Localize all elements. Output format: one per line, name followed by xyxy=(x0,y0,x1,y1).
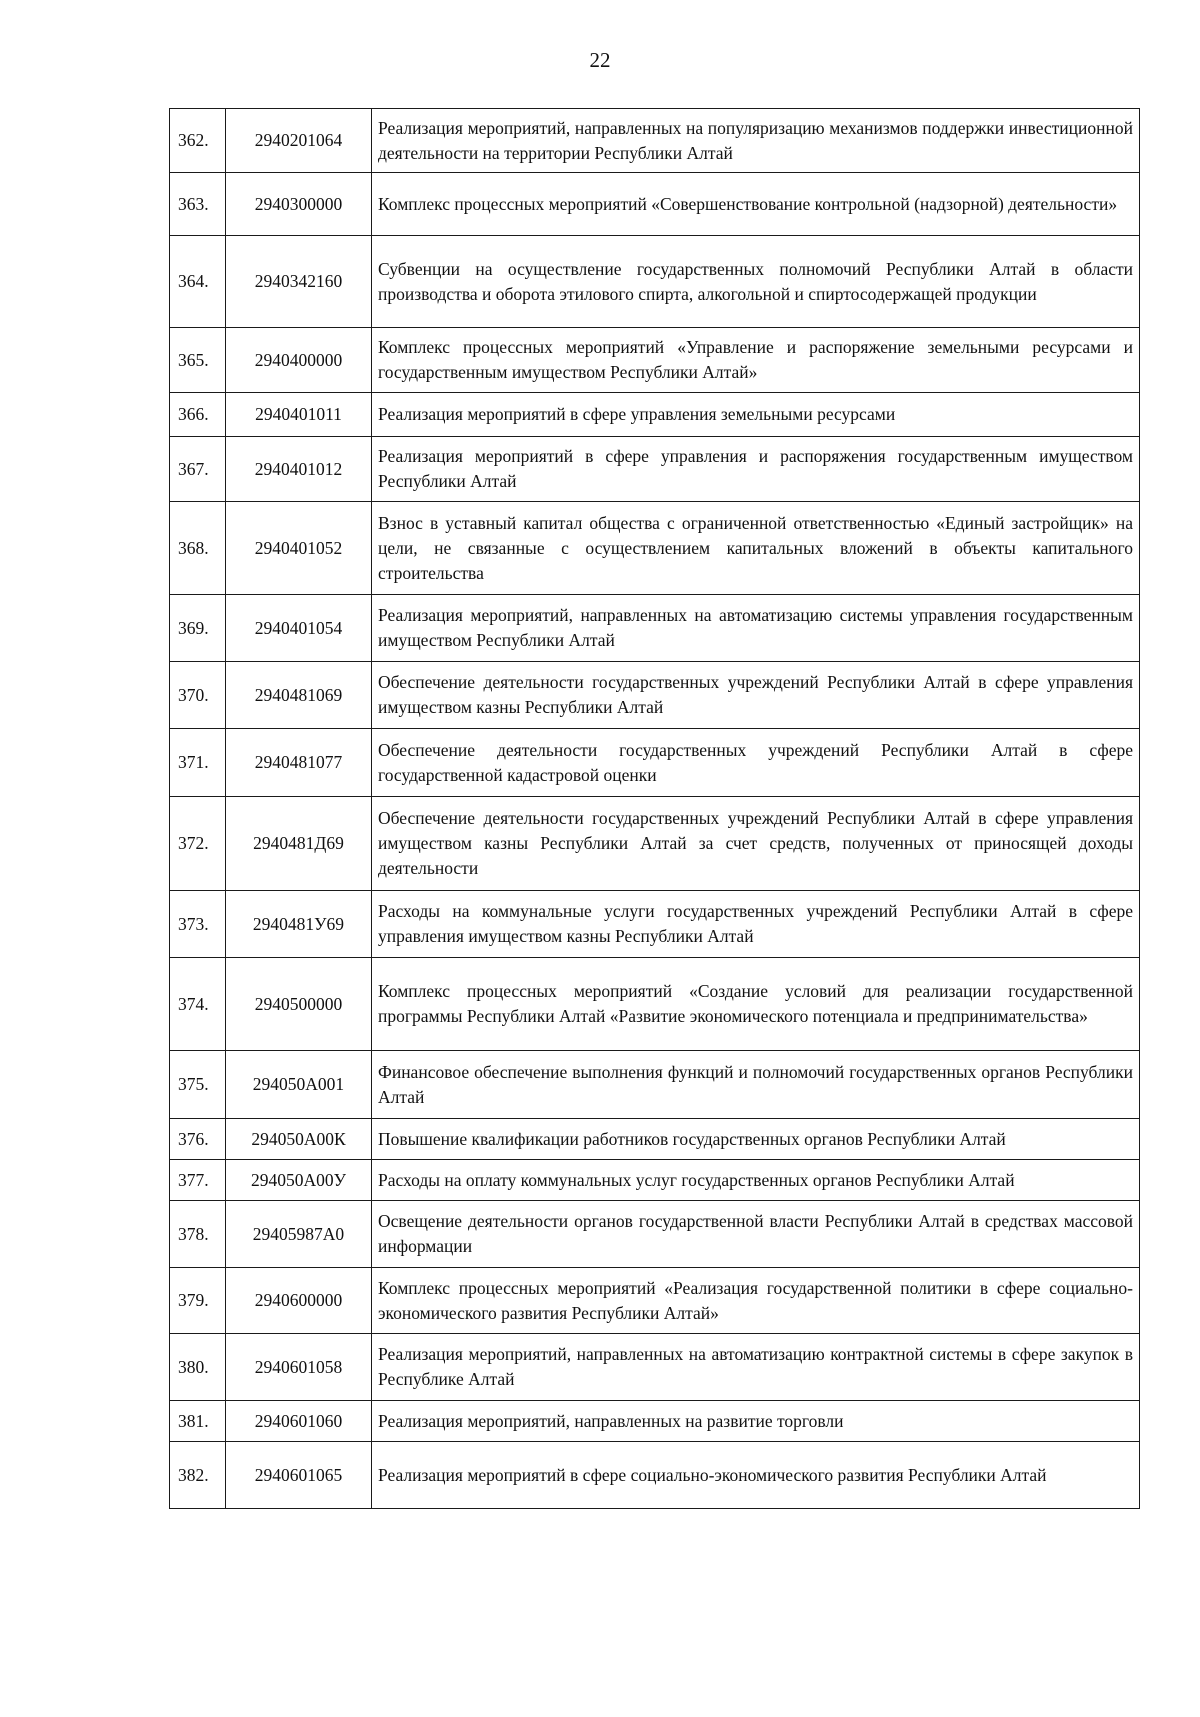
table-row xyxy=(170,437,1140,502)
row-description: Обеспечение деятельности государственных учреждений Республики Алтай в сфере государственной кадастровой оценки xyxy=(372,729,1140,797)
row-number: 382. xyxy=(170,1442,226,1509)
row-number: 375. xyxy=(170,1051,226,1119)
row-code: 2940601060 xyxy=(226,1401,372,1442)
table-row xyxy=(170,173,1140,236)
table-row xyxy=(170,729,1140,797)
budget-classification-table xyxy=(169,108,1140,1509)
row-code: 2940401012 xyxy=(226,437,372,502)
row-number: 381. xyxy=(170,1401,226,1442)
row-description: Обеспечение деятельности государственных учреждений Республики Алтай в сфере управления имуществом казны Республики Алтай xyxy=(372,662,1140,729)
row-code: 2940481069 xyxy=(226,662,372,729)
table-row xyxy=(170,1051,1140,1119)
table-row xyxy=(170,891,1140,958)
row-description: Комплекс процессных мероприятий «Создание условий для реализации государственной программы Республики Алтай «Развитие экономического потенциала и предпринимательства» xyxy=(372,958,1140,1051)
row-description: Комплекс процессных мероприятий «Реализация государственной политики в сфере социально-экономического развития Республики Алтай» xyxy=(372,1268,1140,1334)
row-number: 368. xyxy=(170,502,226,595)
table-row xyxy=(170,1201,1140,1268)
row-number: 363. xyxy=(170,173,226,236)
row-number: 370. xyxy=(170,662,226,729)
row-description: Реализация мероприятий в сфере управления и распоряжения государственным имуществом Республики Алтай xyxy=(372,437,1140,502)
row-description: Обеспечение деятельности государственных учреждений Республики Алтай в сфере управления имуществом казны Республики Алтай за счет средств, полученных от приносящей доходы деятельности xyxy=(372,797,1140,891)
row-description: Субвенции на осуществление государственных полномочий Республики Алтай в области производства и оборота этилового спирта, алкогольной и спиртосодержащей продукции xyxy=(372,236,1140,328)
row-description: Реализация мероприятий в сфере управления земельными ресурсами xyxy=(372,393,1140,437)
row-number: 366. xyxy=(170,393,226,437)
row-number: 362. xyxy=(170,109,226,173)
table-row xyxy=(170,595,1140,662)
row-code: 2940601058 xyxy=(226,1334,372,1401)
row-code: 2940401054 xyxy=(226,595,372,662)
row-code: 2940601065 xyxy=(226,1442,372,1509)
table-row xyxy=(170,109,1140,173)
table-row xyxy=(170,1268,1140,1334)
row-code: 2940600000 xyxy=(226,1268,372,1334)
row-code: 294050А001 xyxy=(226,1051,372,1119)
table-row xyxy=(170,1442,1140,1509)
row-description: Реализация мероприятий, направленных на популяризацию механизмов поддержки инвестиционной деятельности на территории Республики Алтай xyxy=(372,109,1140,173)
row-number: 367. xyxy=(170,437,226,502)
table-row xyxy=(170,797,1140,891)
row-description: Реализация мероприятий в сфере социально-экономического развития Республики Алтай xyxy=(372,1442,1140,1509)
row-description: Расходы на оплату коммунальных услуг государственных органов Республики Алтай xyxy=(372,1160,1140,1201)
table-row xyxy=(170,1160,1140,1201)
row-description: Освещение деятельности органов государственной власти Республики Алтай в средствах массовой информации xyxy=(372,1201,1140,1268)
row-number: 373. xyxy=(170,891,226,958)
table-row xyxy=(170,1401,1140,1442)
row-number: 365. xyxy=(170,328,226,393)
row-number: 372. xyxy=(170,797,226,891)
row-number: 371. xyxy=(170,729,226,797)
row-code: 2940481077 xyxy=(226,729,372,797)
row-description: Взнос в уставный капитал общества с ограниченной ответственностью «Единый застройщик» на цели, не связанные с осуществлением капитальных вложений в объекты капитального строительства xyxy=(372,502,1140,595)
row-code: 294050А00К xyxy=(226,1119,372,1160)
row-description: Комплекс процессных мероприятий «Управление и распоряжение земельными ресурсами и государственным имуществом Республики Алтай» xyxy=(372,328,1140,393)
row-code: 2940481Д69 xyxy=(226,797,372,891)
row-description: Расходы на коммунальные услуги государственных учреждений Республики Алтай в сфере управления имуществом казны Республики Алтай xyxy=(372,891,1140,958)
table-row xyxy=(170,1334,1140,1401)
row-code: 2940201064 xyxy=(226,109,372,173)
row-code: 29405987А0 xyxy=(226,1201,372,1268)
table-row xyxy=(170,1119,1140,1160)
table-row xyxy=(170,393,1140,437)
row-description: Финансовое обеспечение выполнения функций и полномочий государственных органов Республики Алтай xyxy=(372,1051,1140,1119)
table-row xyxy=(170,236,1140,328)
row-number: 376. xyxy=(170,1119,226,1160)
row-code: 2940400000 xyxy=(226,328,372,393)
row-number: 364. xyxy=(170,236,226,328)
row-code: 2940342160 xyxy=(226,236,372,328)
row-number: 379. xyxy=(170,1268,226,1334)
row-number: 374. xyxy=(170,958,226,1051)
row-code: 2940500000 xyxy=(226,958,372,1051)
table-row xyxy=(170,502,1140,595)
table-row xyxy=(170,662,1140,729)
row-code: 2940481У69 xyxy=(226,891,372,958)
row-code: 2940401011 xyxy=(226,393,372,437)
row-description: Реализация мероприятий, направленных на автоматизацию системы управления государственным имуществом Республики Алтай xyxy=(372,595,1140,662)
row-code: 2940401052 xyxy=(226,502,372,595)
row-number: 377. xyxy=(170,1160,226,1201)
page-number: 22 xyxy=(589,48,611,72)
row-description: Комплекс процессных мероприятий «Совершенствование контрольной (надзорной) деятельности» xyxy=(372,173,1140,236)
row-description: Реализация мероприятий, направленных на автоматизацию контрактной системы в сфере закупок в Республике Алтай xyxy=(372,1334,1140,1401)
row-number: 378. xyxy=(170,1201,226,1268)
row-description: Повышение квалификации работников государственных органов Республики Алтай xyxy=(372,1119,1140,1160)
table-body xyxy=(170,109,1140,1509)
table-row xyxy=(170,958,1140,1051)
row-description: Реализация мероприятий, направленных на развитие торговли xyxy=(372,1401,1140,1442)
row-number: 380. xyxy=(170,1334,226,1401)
row-number: 369. xyxy=(170,595,226,662)
row-code: 294050А00У xyxy=(226,1160,372,1201)
table-row xyxy=(170,328,1140,393)
row-code: 2940300000 xyxy=(226,173,372,236)
